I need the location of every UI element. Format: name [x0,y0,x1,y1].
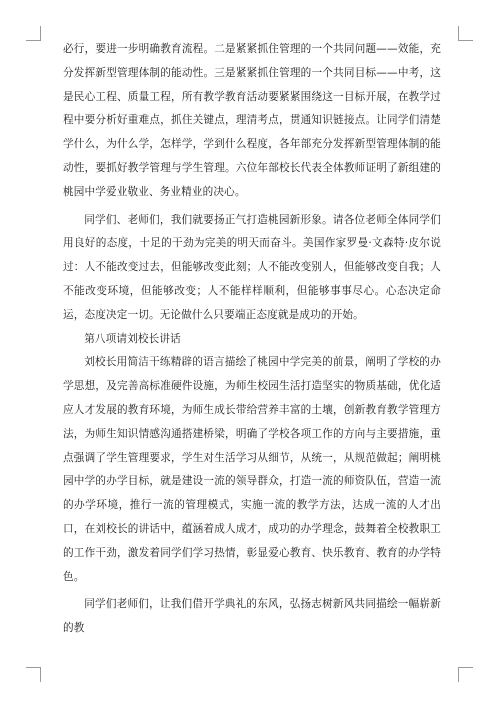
paragraph-principal-speech: 刘校长用简洁干练精辟的语言描绘了桃园中学完美的前景，阐明了学校的办学思想，及完善高标准硬件设施，为师生校园生活打造坚实的物质基础，优化适应人才发展的教育环境，为师生成长带给营养丰富的土壤，创新教育教学管理方法，为师生知识情感沟通搭建桥梁，明确了学校各项工作的方向与主要措施，重点强调了学生管理要求，学生对生活学习从细节，从统一，从规范做起；阐明桃园中学的办学目标，就是建设一流的领导群众，打造一流的师资队伍，营造一流的办学环境，推行一流的管理模式，实施一流的教学方法，达成一流的人才出口，在刘校长的讲话中，蕴涵着成人成才，成功的办学理念，鼓舞着全校教职工的工作干劲，激发着同学们学习热情，彰显爱心教育、快乐教育、教育的办学特色。 [63,356,441,583]
paragraph-continuation: 必行，要进一步明确教育流程。二是紧紧抓住管理的一个共同问题——效能，充分发挥新型管理体制的能动性。三是紧紧抓住管理的一个共同目标——中考，这是民心工程、质量工程，所有教学教育活动要紧紧围绕这一目标开展，在教学过程中要分析好重难点，抓住关键点，理清考点，贯通知识链接点。让同学们清楚学什么，为什么学，怎样学，学到什么程度，各年部充分发挥新型管理体制的能动性，要抓好教学管理与学生管理。六位年部校长代表全体教师证明了新组建的桃园中学爱业敬业、务业精业的决心。 [63,43,441,198]
crop-mark-bottom-left [26,667,41,682]
crop-mark-top-left [26,26,41,41]
crop-mark-bottom-right [458,667,473,682]
crop-mark-top-right [458,26,473,41]
document-body [63,38,441,641]
paragraph-closing: 同学们老师们，让我们借开学典礼的东风，弘扬志树新风共同描绘一幅崭新的教 [63,598,441,635]
paragraph-attitude: 同学们、老师们，我们就要扬正气打造桃园新形象。请各位老师全体同学们用良好的态度，十足的干劲为完美的明天而奋斗。美国作家罗曼·文森特·皮尔说过：人不能改变过去，但能够改变此刻；人不能改变别人，但能够改变自我；人不能改变环境，但能够改变；人不能样样顺利，但能够事事尽心。心态决定命运，态度决定一切。无论做什么只要端正态度就是成功的开始。 [63,213,441,321]
paragraph-agenda-item: 第八项请刘校长讲话 [84,332,181,345]
